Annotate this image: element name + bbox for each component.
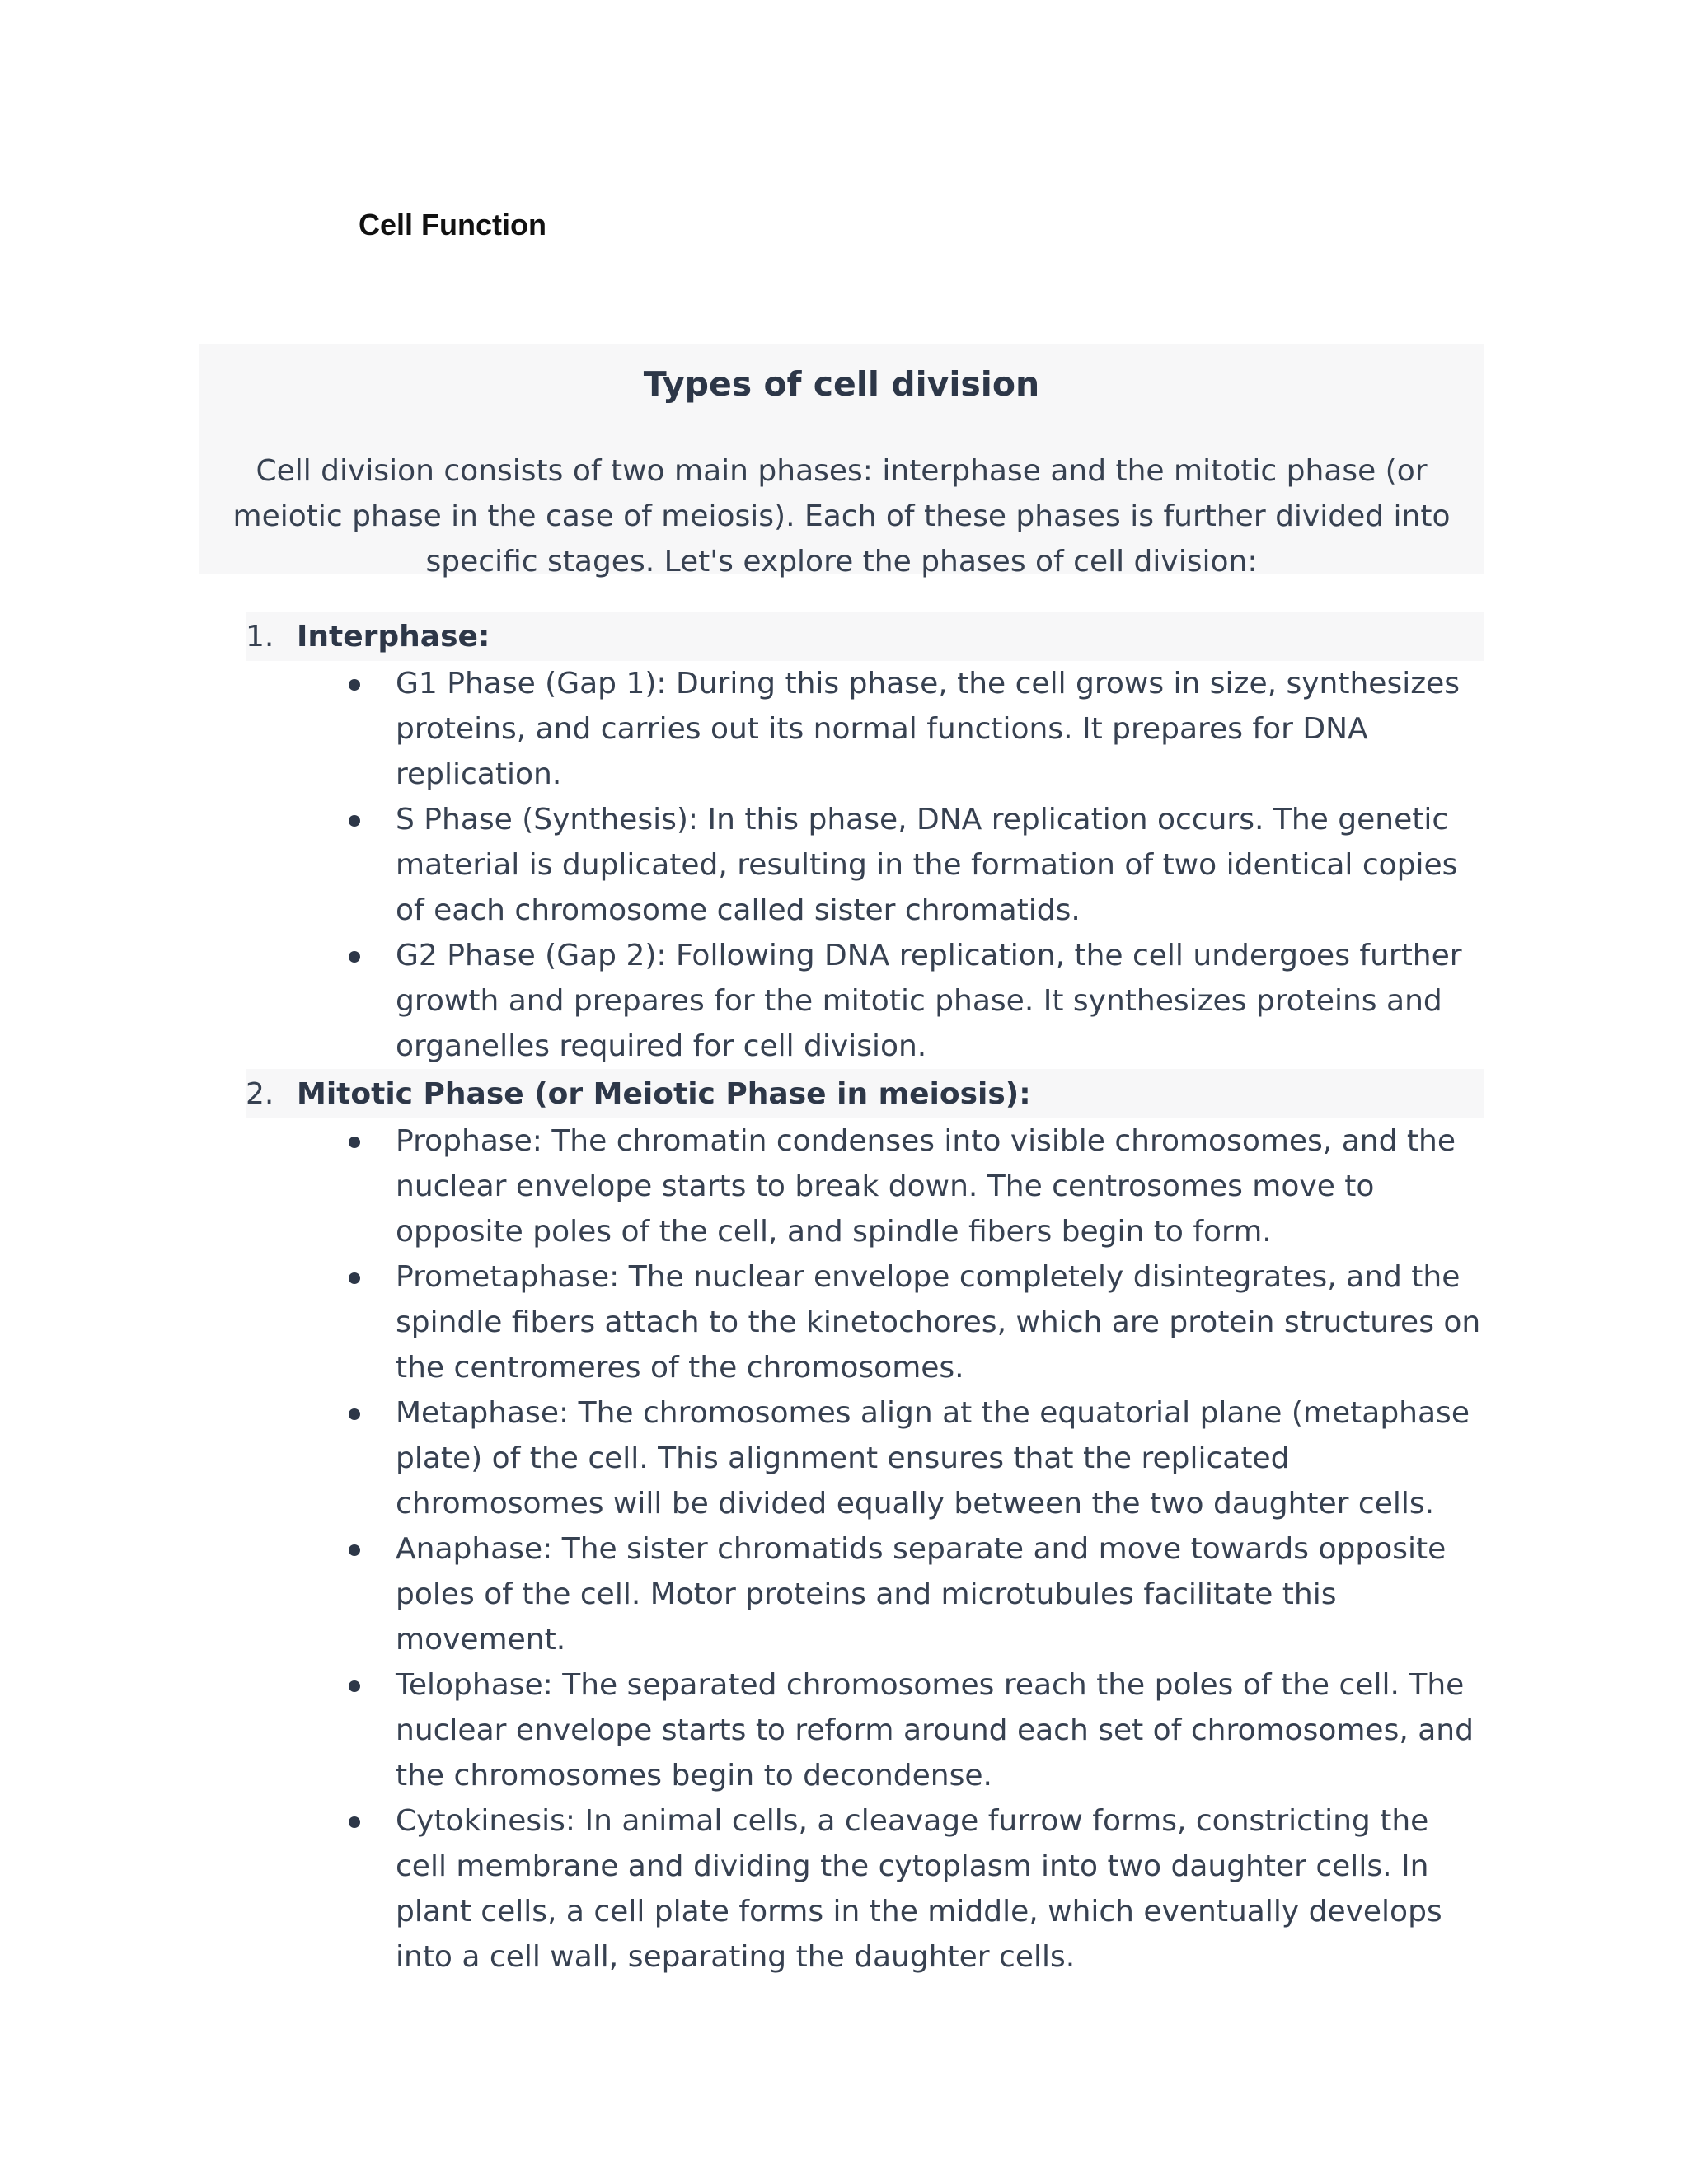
bullet-icon xyxy=(349,679,360,691)
list-item-text: Telophase: The separated chromosomes reach the poles of the cell. The nuclear envelope starts to reform around each set of chromosomes, and the chromosomes begin to decondense. xyxy=(396,1668,1474,1793)
list-item xyxy=(246,1662,1484,1798)
section-title: Types of cell division xyxy=(643,364,1040,404)
interphase-stage-list xyxy=(246,661,1484,1069)
mitotic-stage-list xyxy=(246,1118,1484,1980)
phase-number: 1. xyxy=(246,619,274,654)
list-item-text: Prophase: The chromatin condenses into visible chromosomes, and the nuclear envelope starts to break down. The centrosomes move to opposite poles of the cell, and spindle fibers begin to form. xyxy=(396,1124,1456,1249)
list-item-text: Metaphase: The chromosomes align at the equatorial plane (metaphase plate) of the cell. This alignment ensures that the replicated chromosomes will be divided equally between the two daughter cells. xyxy=(396,1396,1470,1521)
list-item-text: S Phase (Synthesis): In this phase, DNA replication occurs. The genetic material is duplicated, resulting in the formation of two identical copies of each chromosome called sister chromatids. xyxy=(396,803,1458,927)
bullet-icon xyxy=(349,1544,360,1556)
list-item xyxy=(246,1798,1484,1980)
bullet-icon xyxy=(349,1680,360,1692)
bullet-icon xyxy=(349,815,360,827)
bullet-icon xyxy=(349,1137,360,1148)
list-item-text: G2 Phase (Gap 2): Following DNA replication, the cell undergoes further growth and prepares for the mitotic phase. It synthesizes proteins and organelles required for cell division. xyxy=(396,939,1462,1063)
list-item xyxy=(246,797,1484,933)
intro-section xyxy=(199,344,1484,579)
phase-label: Mitotic Phase (or Meiotic Phase in meiosis): xyxy=(297,1076,1031,1111)
list-item-text: G1 Phase (Gap 1): During this phase, the cell grows in size, synthesizes proteins, and carries out its normal functions. It prepares for DNA replication. xyxy=(396,667,1461,791)
list-item-text: Prometaphase: The nuclear envelope completely disintegrates, and the spindle fibers attach to the kinetochores, which are protein structures on the centromeres of the chromosomes. xyxy=(396,1260,1481,1385)
phase-label: Interphase: xyxy=(297,619,490,654)
phase-list xyxy=(246,612,1484,1980)
list-item xyxy=(246,1390,1484,1526)
phase-heading xyxy=(246,612,1484,661)
document-header: Cell Function xyxy=(359,208,546,241)
phase-mitotic xyxy=(246,1069,1484,1980)
bullet-icon xyxy=(349,1408,360,1420)
list-item xyxy=(246,661,1484,797)
bullet-icon xyxy=(349,951,360,963)
intro-paragraph: Cell division consists of two main phases: interphase and the mitotic phase (or meiotic phase in the case of meiosis). Each of these phases is further divided into specific stages. Let's explore the phases of cell division: xyxy=(232,454,1451,579)
phase-interphase xyxy=(246,612,1484,1069)
bullet-icon xyxy=(349,1816,360,1828)
list-item xyxy=(246,1254,1484,1390)
list-item xyxy=(246,1526,1484,1662)
list-item-text: Cytokinesis: In animal cells, a cleavage furrow forms, constricting the cell membrane and dividing the cytoplasm into two daughter cells. In plant cells, a cell plate forms in the middle, which eventually develops into a cell wall, separating the daughter cells. xyxy=(396,1804,1442,1974)
list-item xyxy=(246,1118,1484,1254)
phase-number: 2. xyxy=(246,1076,274,1111)
phase-heading xyxy=(246,1069,1484,1118)
list-item xyxy=(246,933,1484,1069)
list-item-text: Anaphase: The sister chromatids separate and move towards opposite poles of the cell. Motor proteins and microtubules facilitate this movement. xyxy=(396,1532,1447,1657)
bullet-icon xyxy=(349,1272,360,1284)
